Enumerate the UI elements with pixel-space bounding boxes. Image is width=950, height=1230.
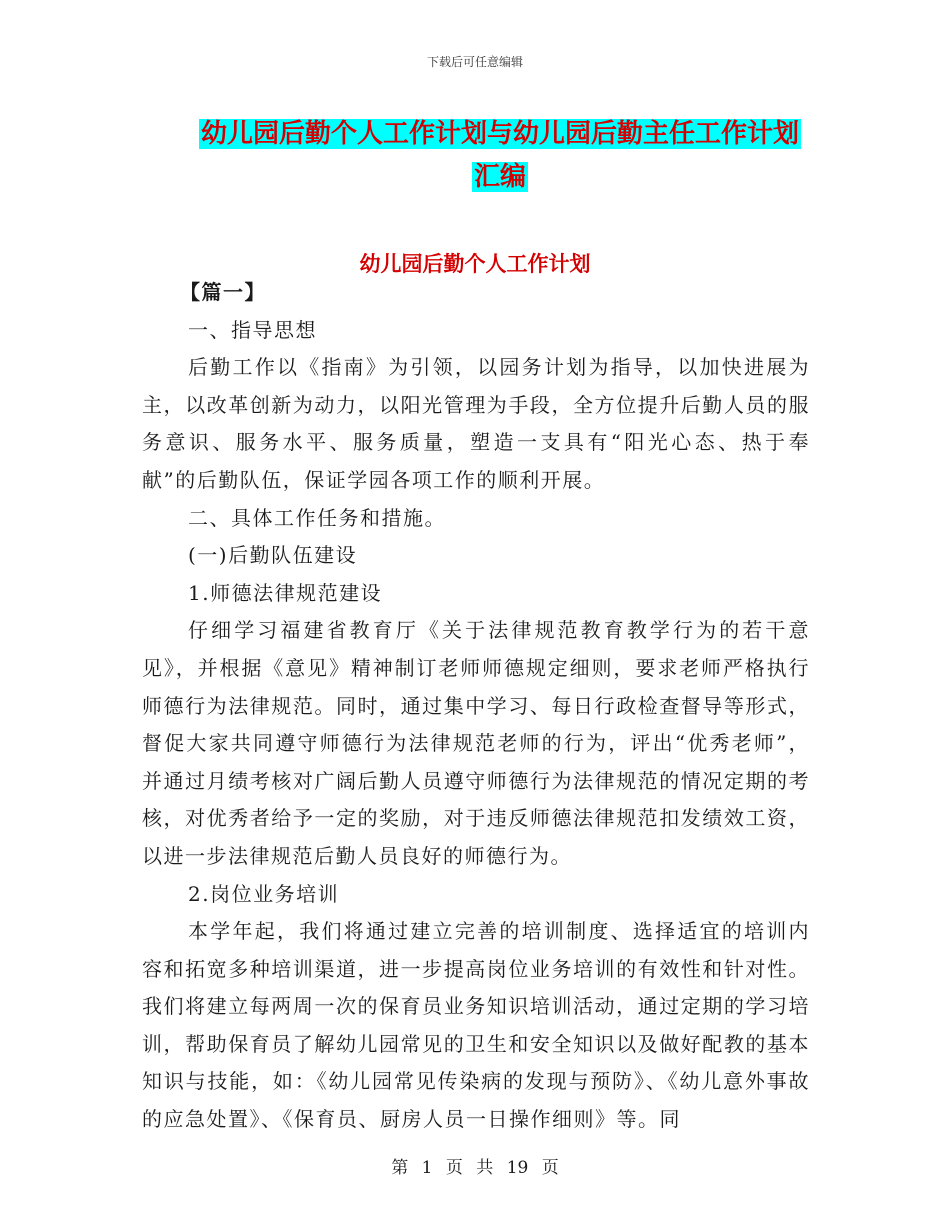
document-title-text-2: 汇编 xyxy=(473,162,526,192)
paragraph-training: 本学年起，我们将通过建立完善的培训制度、选择适宜的培训内容和拓宽多种培训渠道，进一步提高岗位业务培训的有效性和针对性。我们将建立每两周一次的保育员业务知识培训活动，通过定期的学习培训，帮助保育员了解幼儿园常见的卫生和安全知识以及做好配教的基本知识与技能，如：《幼儿园常见传染病的发现与预防》、《幼儿意外事故的应急处置》、《保育员、厨房人员一日操作细则》等。同 xyxy=(142,919,810,1132)
part-label: 【篇一】 xyxy=(180,280,266,304)
heading-tasks-measures: 二、具体工作任务和措施。 xyxy=(188,505,446,530)
footer-ye: 页 xyxy=(445,1158,463,1178)
current-page-number: 1 xyxy=(421,1158,433,1178)
item-heading-training: 2.岗位业务培训 xyxy=(188,881,340,906)
document-title-line-1 xyxy=(190,113,810,150)
document-body xyxy=(142,274,810,1139)
subheading-team-building: (一)后勤队伍建设 xyxy=(188,543,358,568)
paragraph-ethics: 仔细学习福建省教育厅《关于法律规范教育教学行为的若干意见》，并根据《意见》精神制订老师师德规定细则，要求老师严格执行师德行为法律规范。同时，通过集中学习、每日行政检查督导等形式，督促大家共同遵守师德行为法律规范老师的行为，评出“优秀老师”，并通过月绩考核对广阔后勤人员遵守师德行为法律规范的情况定期的考核，对优秀者给予一定的奖励，对于违反师德法律规范扣发绩效工资，以进一步法律规范后勤人员良好的师德行为。 xyxy=(142,618,810,868)
paragraph-guiding-ideology: 后勤工作以《指南》为引领，以园务计划为指导，以加快进展为主，以改革创新为动力，以阳光管理为手段，全方位提升后勤人员的服务意识、服务水平、服务质量，塑造一支具有“阳光心态、热于奉献”的后勤队伍，保证学园各项工作的顺利开展。 xyxy=(142,355,810,492)
document-title-line-2 xyxy=(190,156,810,193)
heading-guiding-ideology: 一、指导思想 xyxy=(188,317,317,342)
item-heading-ethics: 1.师德法律规范建设 xyxy=(188,580,383,605)
footer-ye-2: 页 xyxy=(541,1158,559,1178)
footer-gong: 共 xyxy=(476,1158,494,1178)
footer-di: 第 xyxy=(391,1158,409,1178)
page-footer xyxy=(0,1153,950,1178)
header-note: 下载后可任意编辑 xyxy=(426,55,523,69)
section-title: 幼儿园后勤个人工作计划 xyxy=(359,252,591,276)
document-title-text-1: 幼儿园后勤个人工作计划与幼儿园后勤主任工作计划 xyxy=(200,119,799,149)
total-page-count: 19 xyxy=(506,1158,529,1178)
